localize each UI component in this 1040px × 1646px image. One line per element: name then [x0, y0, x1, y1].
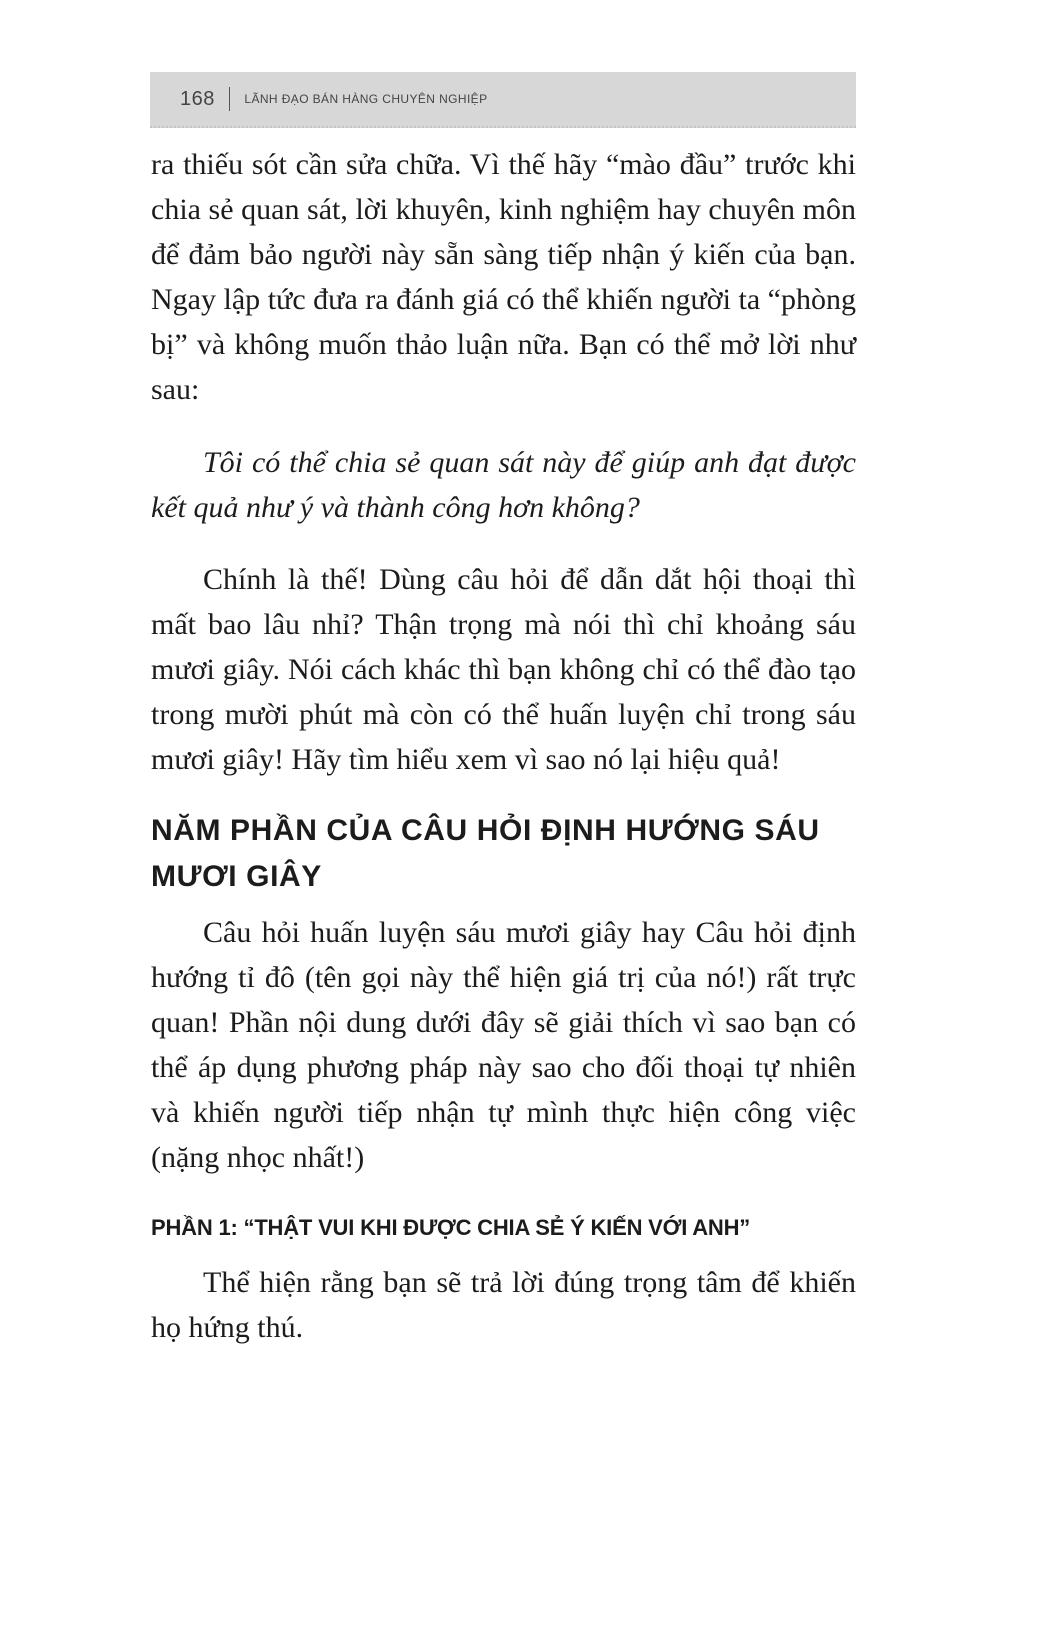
section-heading: NĂM PHẦN CỦA CÂU HỎI ĐỊNH HƯỚNG SÁU MƯƠI GIÂY — [151, 814, 820, 893]
page-number: 168 — [180, 87, 215, 110]
running-header — [150, 72, 856, 128]
paragraph-part-1: Thể hiện rằng bạn sẽ trả lời đúng trọng tâm để khiến họ hứng thú. — [151, 1266, 856, 1344]
paragraph-section-intro: Câu hỏi huấn luyện sáu mươi giây hay Câu hỏi định hướng tỉ đô (tên gọi này thể hiện giá trị của nó!) rất trực quan! Phần nội dung dưới đây sẽ giải thích vì sao bạn có thể áp dụng phương pháp này sao cho đối thoại tự nhiên và khiến người tiếp nhận tự mình thực hiện công việc (nặng nhọc nhất!) — [151, 916, 856, 1174]
paragraph-explanation: Chính là thế! Dùng câu hỏi để dẫn dắt hội thoại thì mất bao lâu nhỉ? Thận trọng mà nói thì chỉ khoảng sáu mươi giây. Nói cách khác thì bạn không chỉ có thể đào tạo trong mười phút mà còn có thể huấn luyện chỉ trong sáu mươi giây! Hãy tìm hiểu xem vì sao nó lại hiệu quả! — [151, 563, 856, 776]
page-body — [151, 142, 856, 1350]
part-1-heading: PHẦN 1: “THẬT VUI KHI ĐƯỢC CHIA SẺ Ý KIẾN VỚI ANH” — [151, 1215, 751, 1240]
header-divider — [229, 87, 231, 111]
paragraph-continued: ra thiếu sót cần sửa chữa. Vì thế hãy “mào đầu” trước khi chia sẻ quan sát, lời khuyên, kinh nghiệm hay chuyên môn để đảm bảo người này sẵn sàng tiếp nhận ý kiến của bạn. Ngay lập tức đưa ra đánh giá có thể khiến người ta “phòng bị” và không muốn thảo luận nữa. Bạn có thể mở lời như sau: — [151, 148, 856, 406]
book-title: LÃNH ĐẠO BÁN HÀNG CHUYÊN NGHIỆP — [244, 92, 488, 106]
example-quote: Tôi có thể chia sẻ quan sát này để giúp anh đạt được kết quả như ý và thành công hơn không? — [151, 446, 856, 524]
